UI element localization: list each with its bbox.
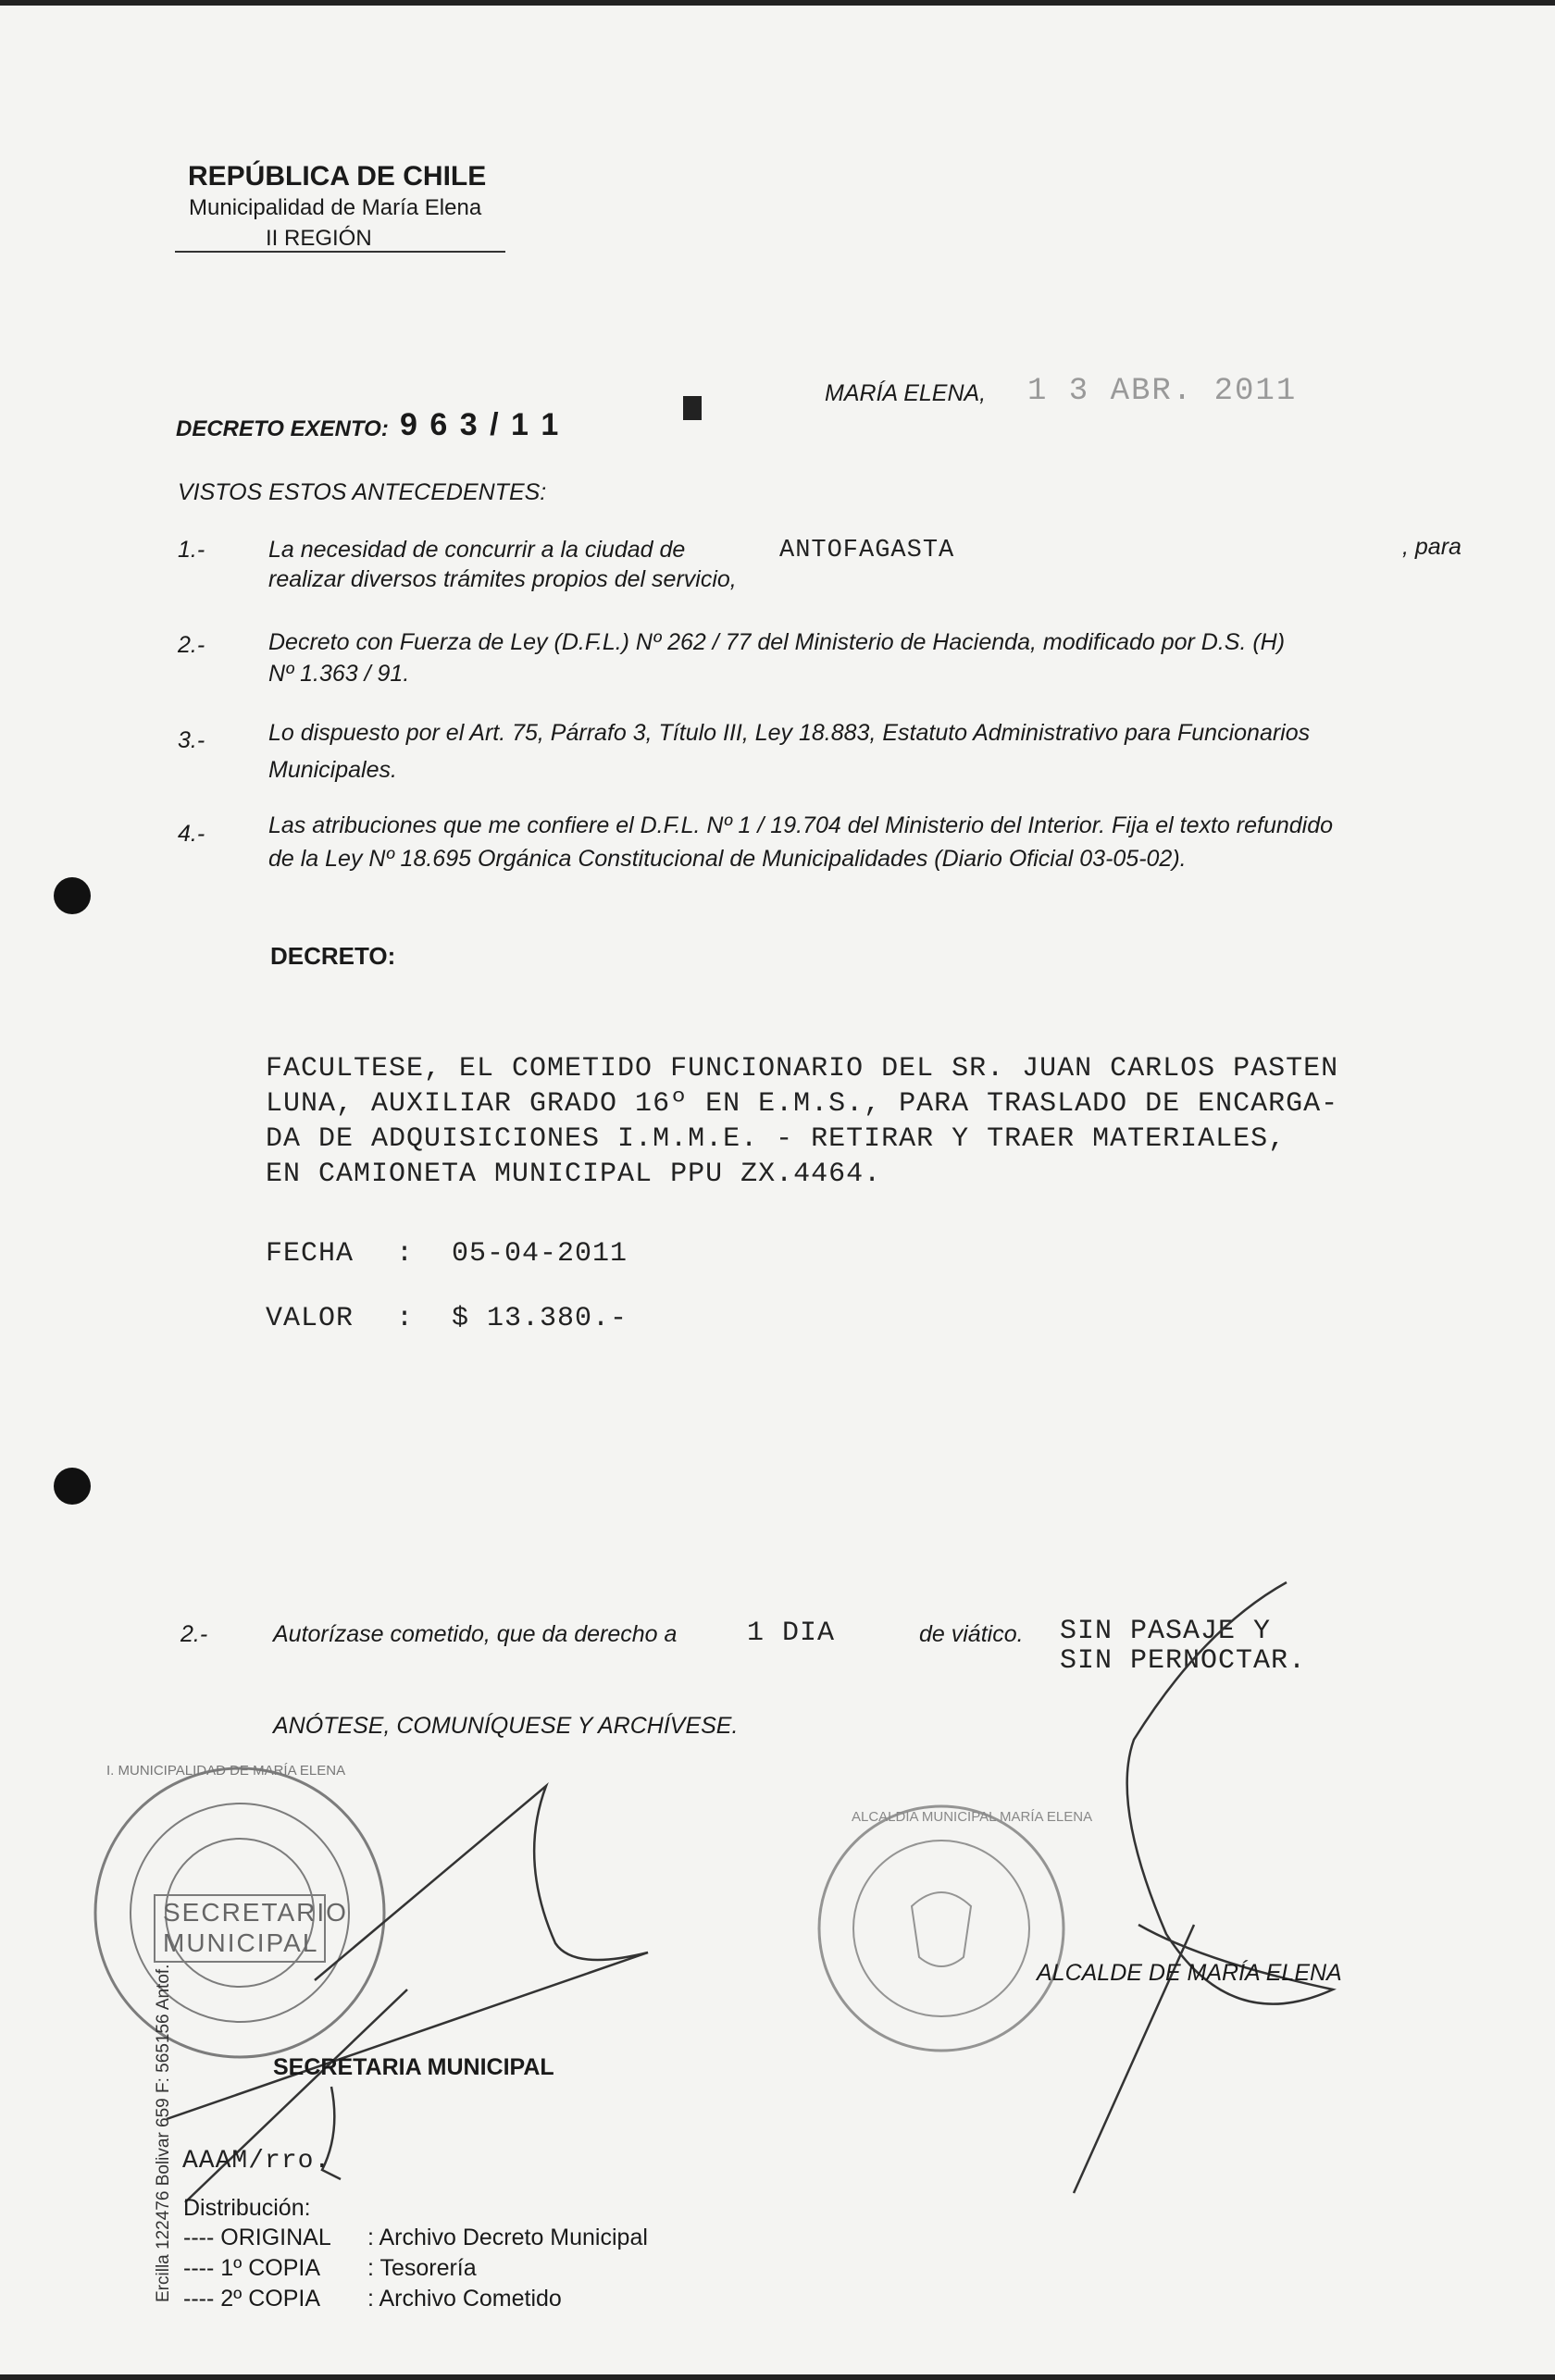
item-city: ANTOFAGASTA	[779, 537, 955, 564]
item2-suffix: de viático.	[919, 1621, 1024, 1647]
stamp-ring-text-left: I. MUNICIPALIDAD DE MARÍA ELENA	[106, 1763, 346, 1779]
decree-label: DECRETO EXENTO:	[176, 416, 389, 441]
printer-footer: Ercilla 122476 Bolivar 659 F: 565156 Antof.	[154, 1964, 173, 2302]
valor-label: VALOR	[266, 1303, 355, 1334]
item-text: Decreto con Fuerza de Ley (D.F.L.) Nº 262 / 77 del Ministerio de Hacienda, modificado por D.S. (H)	[268, 629, 1286, 655]
valor-value: $ 13.380.-	[452, 1303, 628, 1334]
item2-number: 2.-	[180, 1621, 208, 1647]
date-stamp: 1 3 ABR. 2011	[1027, 374, 1298, 409]
item2-note-2: SIN PERNOCTAR.	[1060, 1645, 1307, 1677]
item-text-tail: , para	[1402, 534, 1462, 560]
decree-number: 9 6 3 / 1 1	[400, 407, 561, 442]
decreto-title: DECRETO:	[270, 942, 396, 970]
header-country: REPÚBLICA DE CHILE	[188, 161, 487, 192]
vistos-title: VISTOS ESTOS ANTECEDENTES:	[178, 479, 547, 505]
fecha-colon: :	[396, 1238, 415, 1270]
distribution-title: Distribución:	[183, 2195, 311, 2221]
decree-place: MARÍA ELENA,	[825, 380, 987, 406]
distribution-copy: ---- ORIGINAL	[183, 2225, 331, 2250]
item2-text: Autorízase cometido, que da derecho a	[273, 1621, 678, 1647]
item-text: La necesidad de concurrir a la ciudad de	[268, 537, 686, 563]
secretary-title: SECRETARIA MUNICIPAL	[273, 2054, 554, 2080]
decreto-body-line: LUNA, AUXILIAR GRADO 16º EN E.M.S., PARA TRASLADO DE ENCARGA-	[266, 1088, 1339, 1120]
item-text-line2: Nº 1.363 / 91.	[268, 661, 410, 687]
fecha-value: 05-04-2011	[452, 1238, 628, 1270]
item2-days: 1 DIA	[747, 1618, 836, 1649]
fecha-label: FECHA	[266, 1238, 355, 1270]
item-number: 4.-	[178, 821, 205, 847]
item-number: 3.-	[178, 727, 205, 753]
decreto-body-line: EN CAMIONETA MUNICIPAL PPU ZX.4464.	[266, 1159, 882, 1190]
distribution-copy: ---- 1º COPIA	[183, 2255, 321, 2281]
distribution-dest: : Archivo Cometido	[367, 2286, 562, 2312]
signature-strokes	[167, 1582, 1333, 2202]
header-municipality: Municipalidad de María Elena	[189, 195, 482, 220]
item2-note-1: SIN PASAJE Y	[1060, 1616, 1272, 1647]
header-region: II REGIÓN	[266, 226, 372, 251]
distribution-dest: : Tesorería	[367, 2255, 477, 2281]
closing-formula: ANÓTESE, COMUNÍQUESE Y ARCHÍVESE.	[273, 1713, 739, 1739]
item-number: 2.-	[178, 632, 205, 658]
item-text-line2: Municipales.	[268, 757, 397, 783]
scan-bottom-edge	[0, 2374, 1555, 2380]
stamp-center-line: SECRETARIO	[163, 1898, 348, 1927]
decreto-body-line: DA DE ADQUISICIONES I.M.M.E. - RETIRAR Y TRAER MATERIALES,	[266, 1123, 1287, 1155]
valor-colon: :	[396, 1303, 415, 1334]
decreto-body-line: FACULTESE, EL COMETIDO FUNCIONARIO DEL SR. JUAN CARLOS PASTEN	[266, 1053, 1339, 1085]
stamp-ring-text-right: ALCALDIA MUNICIPAL MARÍA ELENA	[852, 1809, 1093, 1825]
item-text-line2: de la Ley Nº 18.695 Orgánica Constitucional de Municipalidades (Diario Oficial 03-05-02).	[268, 846, 1187, 872]
item-text: Lo dispuesto por el Art. 75, Párrafo 3, Título III, Ley 18.883, Estatuto Administrativo para Funcionarios	[268, 720, 1311, 746]
item-number: 1.-	[178, 537, 205, 563]
initials: AAAM/rro.	[182, 2147, 331, 2175]
mayor-stamp	[819, 1806, 1064, 2051]
item-text-line2: realizar diversos trámites propios del servicio,	[268, 566, 737, 592]
distribution-copy: ---- 2º COPIA	[183, 2286, 321, 2312]
mayor-title: ALCALDE DE MARÍA ELENA	[1037, 1960, 1342, 1986]
item-text: Las atribuciones que me confiere el D.F.L. Nº 1 / 19.704 del Ministerio del Interior. Fija el texto refundido	[268, 812, 1334, 838]
stamp-center-line: MUNICIPAL	[163, 1928, 319, 1957]
distribution-dest: : Archivo Decreto Municipal	[367, 2225, 648, 2250]
